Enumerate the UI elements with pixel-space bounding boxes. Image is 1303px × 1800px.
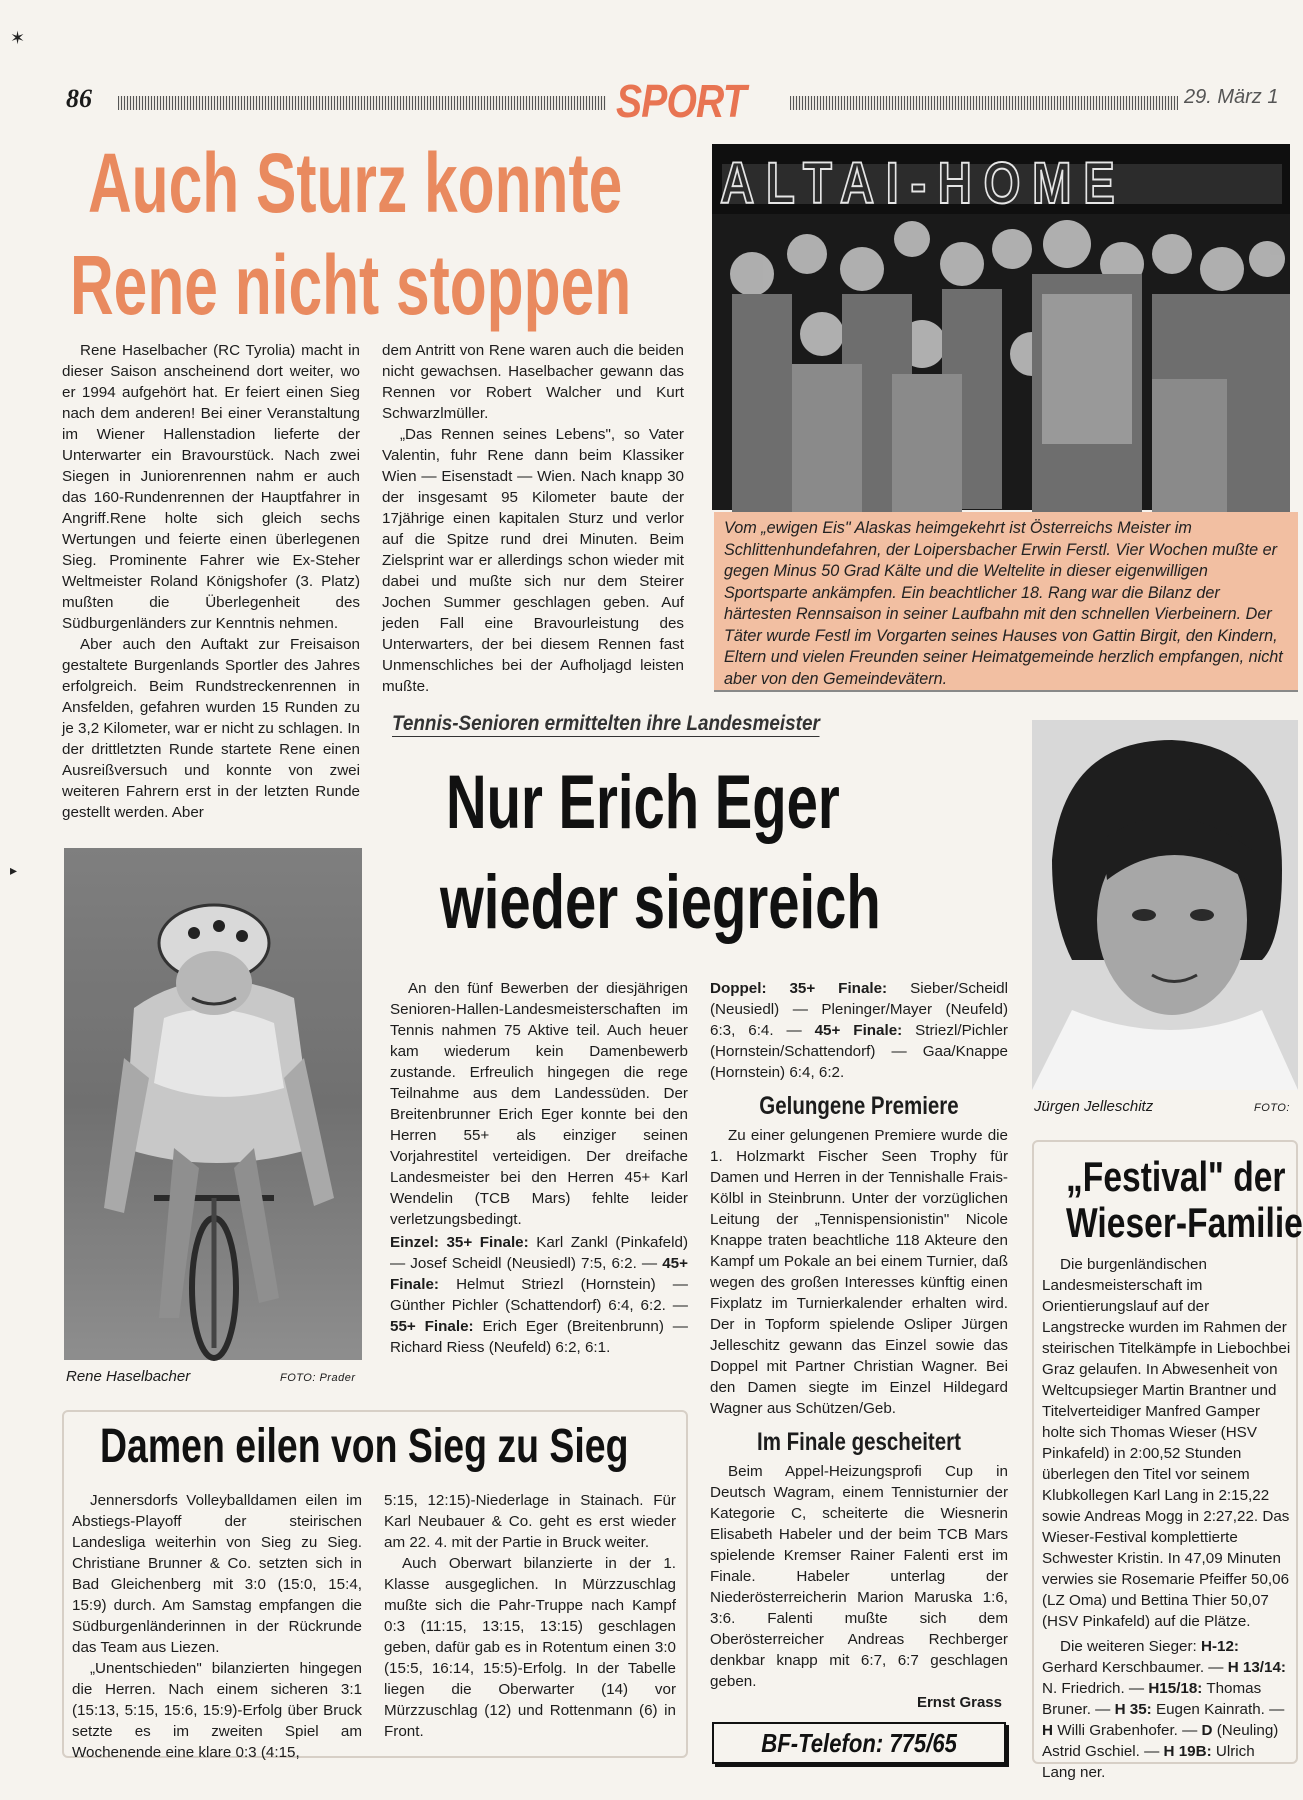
doppel-label: Doppel: 35+ Finale: <box>710 980 888 997</box>
bf-telefon-label: BF-Telefon: 775/65 <box>761 1727 957 1758</box>
article4-b: N. Friedrich. — <box>1042 1680 1149 1697</box>
article4-e: Willi Grabenhofer. — <box>1052 1722 1202 1739</box>
article3-col2-p2: Auch Oberwart bilanzierte in der 1. Klasse ausgeglichen. In Mürzzuschlag mußte sich die Pahr-Truppe nach Kampf 0:3 (11:15, 13:15, 13:15) geschlagen geben, dafür gab es in Rotentum einen 3:0 (15:5, 16:14, 15:5)-Erfolg. In der Tabelle liegen die Oberwarter (14) vor Mürzzuschlag (12) und Rottenmann (6) in Front. <box>384 1555 676 1740</box>
article4-box <box>1032 1140 1303 1781</box>
article2-doppel <box>710 978 1008 1083</box>
article3-col2-p1: 5:15, 12:15)-Niederlage in Stainach. Für Karl Neubauer & Co. geht es erst wieder am 22. 4. mit der Partie in Bruck weiter. <box>384 1492 676 1551</box>
doppel-text1: Sieber/Scheidl (Neusiedl) — Pleninger/Mayer (Neufeld) 6:3, 6:4. — <box>710 980 1009 1039</box>
article2-headline-line2: wieder siegreich <box>440 860 881 945</box>
article1-col2 <box>382 340 684 697</box>
article4-headline-line1: „Festival" der <box>1066 1153 1286 1200</box>
header-rule-left <box>118 96 606 110</box>
article4-a: Gerhard Kerschbaumer. — <box>1042 1659 1228 1676</box>
article1-headline-line1: Auch Sturz konnte <box>88 136 623 230</box>
einzel-label2: 45+ Finale: <box>390 1255 688 1293</box>
article2-kicker: Tennis-Senioren ermittelten ihre Landesmeister <box>392 712 820 735</box>
portrait-illustration <box>1032 720 1298 1090</box>
welcome-banner-text: ALTAI-HOME <box>720 151 1127 216</box>
article2-headline-line1: Nur Erich Eger <box>446 760 840 845</box>
article1-col1-p1: Rene Haselbacher (RC Tyrolia) macht in dieser Saison anscheinend dort weiter, wo er 1994 aufgehört hat. Er feiert einen Sieg nach dem anderen! Bei einer Veranstaltung im Wiener Hallenstadion lieferte der Unterwarter ein Bravourstück. Nach zwei Siegen in Juniorenrennen nahm er auch das 160-Rundenrennen der Hauptfahrer in Angriff.Rene holte sich gleich sechs Wertungen und feierte einen überlegenen Sieg. Prominente Fahrer wie Ex-Steher Weltmeister Roland Königshofer (3. Platz) mußten die Überlegenheit des Südburgenländers zur Kenntnis nehmen. <box>62 342 360 632</box>
article4-text2 <box>1042 1636 1292 1783</box>
einzel-text1: Karl Zankl (Pinkafeld) — Josef Scheidl (Neusiedl) 7:5, 6:2. — <box>390 1234 689 1272</box>
article3-col1 <box>72 1490 362 1763</box>
article3-col1-p1: Jennersdorfs Volleyballdamen eilen im Abstiegs-Playoff der steirischen Landesliga weiterhin von Sieg zu Sieg. Christiane Brunner & Co. setzten sich in Bad Gleichenberg mit 3:0 (15:0, 15:4, 15:9) durch. Am Samstag empfangen die Südburgenländerinnen in der Rückrunde das Team aus Liezen. <box>72 1492 362 1656</box>
cyclist-caption: Rene Haselbacher <box>66 1368 191 1385</box>
einzel-label: Einzel: 35+ Finale: <box>390 1234 529 1251</box>
article2-sub2-text: Beim Appel-Heizungsprofi Cup in Deutsch Wagram, einem Tennisturnier der Kategorie C, scheiterte die Wiesnerin Elisabeth Habeler und der beim TCB Mars spielende Kremser Rainer Falenti erst im Finale. Habeler unterlag der Niederösterreicherin Marion Maruska 1:6, 3:6. Falenti mußte sich dem Oberösterreicher Andreas Rechberger denkbar knapp mit 6:7, 6:7 geschlagen geben. <box>710 1463 1008 1690</box>
article4-l6: D <box>1201 1722 1213 1739</box>
article4-d: Eugen Kainrath. — <box>1151 1701 1285 1718</box>
article4-l5: H <box>1042 1722 1053 1739</box>
article4-f: (Neuling) Astrid Gschiel. — <box>1042 1722 1279 1760</box>
article4-l3: H15/18: <box>1148 1680 1203 1697</box>
article4-text2-intro: Die weiteren Sieger: <box>1060 1638 1201 1655</box>
einzel-text2: Helmut Striezl (Hornstein) — Günther Pichler (Schattendorf) 6:4, 6:2. — <box>390 1276 688 1314</box>
header-date: 29. März 1 <box>1184 86 1279 108</box>
header-rule-right <box>790 96 1178 110</box>
bf-telefon-box <box>712 1722 1006 1764</box>
doppel-text2: Striezl/Pichler (Hornstein/Schattendorf) — Gaa/Knappe (Hornstein) 6:4, 6:2. <box>710 1022 1008 1081</box>
cyclist-photo-credit: FOTO: Prader <box>280 1372 356 1384</box>
einzel-text3: Erich Eger (Breitenbrunn) — Richard Riess (Neufeld) 6:2, 6:1. <box>390 1318 688 1356</box>
article2-author: Ernst Grass <box>916 1694 1002 1711</box>
section-title: SPORT <box>616 75 746 127</box>
article2-sub2: Im Finale gescheitert <box>757 1428 961 1456</box>
article4-c: Thomas Bruner. — <box>1042 1680 1262 1718</box>
article2-col1 <box>390 978 688 1358</box>
article1-col2-p2: „Das Rennen seines Lebens", so Vater Valentin, fuhr Rene dann beim Klassiker Wien — Eisenstadt — Wien. Nach knapp 30 der insgesamt 95 Kilometer baute der 17jährige einen kapitalen Sturz und verlor auf die Spitze rund drei Minuten. Beim Zielsprint war er allerdings schon wieder mit dabei und mußte sich nur dem Steirer Jochen Summer geschlagen geben. Auf jeden Fall eine Bravourleistung des Unterwarters, der bei diesem Rennen fast Unmenschliches bei der Aufholjagd leisten mußte. <box>382 426 684 695</box>
portrait-photo <box>1032 720 1298 1090</box>
article1-col1 <box>62 340 360 823</box>
article2-sub1-text: Zu einer gelungenen Premiere wurde die 1. Holzmarkt Fischer Seen Trophy für Damen und Herren in der Tennishalle Frais-Kölbl in Steinbrunn. Unter der vorzüglichen Leitung der „Tennispensionistin" Nicole Knappe traten beachtliche 118 Akteure den Kampf um Pokale an bei einem Turnier, daß wegen des großen Interesses künftig einen Fixplatz im Turnierkalender erhalten wird. Der in Topform spielende Osliper Jürgen Jelleschitz gewann das Einzel sowie das Doppel mit Partner Christian Wagner. Bei den Damen siegte im Einzel Hildegard Wagner aus Schützen/Geb. <box>710 1127 1008 1417</box>
article3-headline: Damen eilen von Sieg zu Sieg <box>100 1420 629 1473</box>
margin-mark-icon: ✶ <box>10 28 26 48</box>
article2-col2 <box>710 978 1008 1713</box>
article4-g: Ulrich Lang ner. <box>1042 1743 1255 1781</box>
article2-sub1: Gelungene Premiere <box>759 1092 959 1120</box>
article4-l7: H 19B: <box>1163 1743 1212 1760</box>
article3-col1-p2: „Unentschieden" bilanzierten hingegen die Herren. Nach einem sicheren 3:1 (15:13, 5:15, 15:6, 15:9)-Erfolg über Bruck setzte es im zweiten Spiel am Wochenende eine klare 0:3 (4:15, <box>72 1660 362 1761</box>
portrait-caption: Jürgen Jelleschitz <box>1034 1098 1154 1115</box>
doppel-label2: 45+ Finale: <box>814 1022 903 1039</box>
margin-arrow-icon: ▸ <box>10 862 18 878</box>
article3-col2 <box>384 1490 676 1742</box>
article4-l2: H 13/14: <box>1227 1659 1286 1676</box>
article2-intro: An den fünf Bewerben der diesjährigen Senioren-Hallen-Landesmeisterschaften im Tennis nahmen 75 Aktive teil. Auch heuer kam wiederum kein Damenbewerb zustande. Erfreulich hingegen die rege Teilnahme aus dem Landessüden. Der Breitenbrunner Erich Eger konnte bei den Herren 55+ als einziger seinen Vorjahrestitel verteidigen. Der dreifache Landesmeister bei den Herren 45+ Karl Wendelin (TCB Mars) fehlte leider verletzungsbedingt. <box>390 980 688 1228</box>
article2-einzel <box>390 1232 688 1358</box>
article4-text1: Die burgenländischen Landesmeisterschaft im Orientierungslauf auf der Langstrecke wurden im Rahmen der steirischen Titelkämpfe in Liebochbei Graz gelaufen. In Abwesenheit von Weltcupsieger Martin Brantner und Titelverteidiger Manfred Gamper holte sich Thomas Wieser (HSV Pinkafeld) in 2:00,52 Stunden überlegen den Titel vor seinem Klubkollegen Karl Lang in 2:15,22 sowie Andreas Mogg in 2:27,22. Das Wieser-Festival komplettierte Schwester Kristin. In 47,09 Minuten verwies sie Rosemarie Pfeiffer 50,06 (LZ Oma) und Bettina Thier 50,07 (HSV Pinkafeld) auf die Plätze. <box>1042 1256 1291 1630</box>
article1-col1-p2: Aber auch den Auftakt zur Freisaison gestaltete Burgenlands Sportler des Jahres erfolgreich. Beim Rundstreckenrennen in Ansfelden, gefahren wurden 15 Runden zu je 3,2 Kilometer, war er nicht zu schlagen. In der drittletzten Runde startete Rene einen Ausreißversuch und konnte von zwei weiteren Fahrern erst in der letzten Runde gestellt werden. Aber <box>62 636 360 821</box>
article3-box <box>62 1410 688 1761</box>
welcome-caption-box <box>714 512 1298 692</box>
article1-headline-line2: Rene nicht stoppen <box>70 238 632 332</box>
article4-headline-line2: Wieser-Familie <box>1066 1199 1303 1246</box>
cyclist-photo <box>64 848 362 1360</box>
article4-l4: H 35: <box>1114 1701 1152 1718</box>
portrait-credit: FOTO: <box>1254 1102 1290 1114</box>
cyclist-illustration <box>64 848 362 1360</box>
einzel-label3: 55+ Finale: <box>390 1318 474 1335</box>
article4-l1: H-12: <box>1200 1638 1239 1655</box>
article4-body <box>1042 1254 1292 1783</box>
page-number: 86 <box>66 84 92 113</box>
article1-col2-p1: dem Antritt von Rene waren auch die beiden nicht gewachsen. Haselbacher gewann das Rennen vor Robert Walcher und Kurt Schwarzlmüller. <box>382 342 684 422</box>
welcome-caption-text: Vom „ewigen Eis" Alaskas heimgekehrt ist Österreichs Meister im Schlittenhundefahren, der Loipersbacher Erwin Ferstl. Vier Wochen mußte er gegen Minus 50 Grad Kälte und die Weltelite in dieser eigenwilligen Sportsparte ankämpfen. Ein beachtlicher 18. Rang war die Bilanz der härtesten Rennsaison in seiner Laufbahn mit den schnellen Vierbeinern. Der Täter wurde Festl im Vorgarten seines Hauses von Gattin Birgit, den Kindern, Eltern und vielen Freunden seiner Heimatgemeinde herzlich empfangen, nicht aber von den Gemeindevätern. <box>724 519 1283 688</box>
